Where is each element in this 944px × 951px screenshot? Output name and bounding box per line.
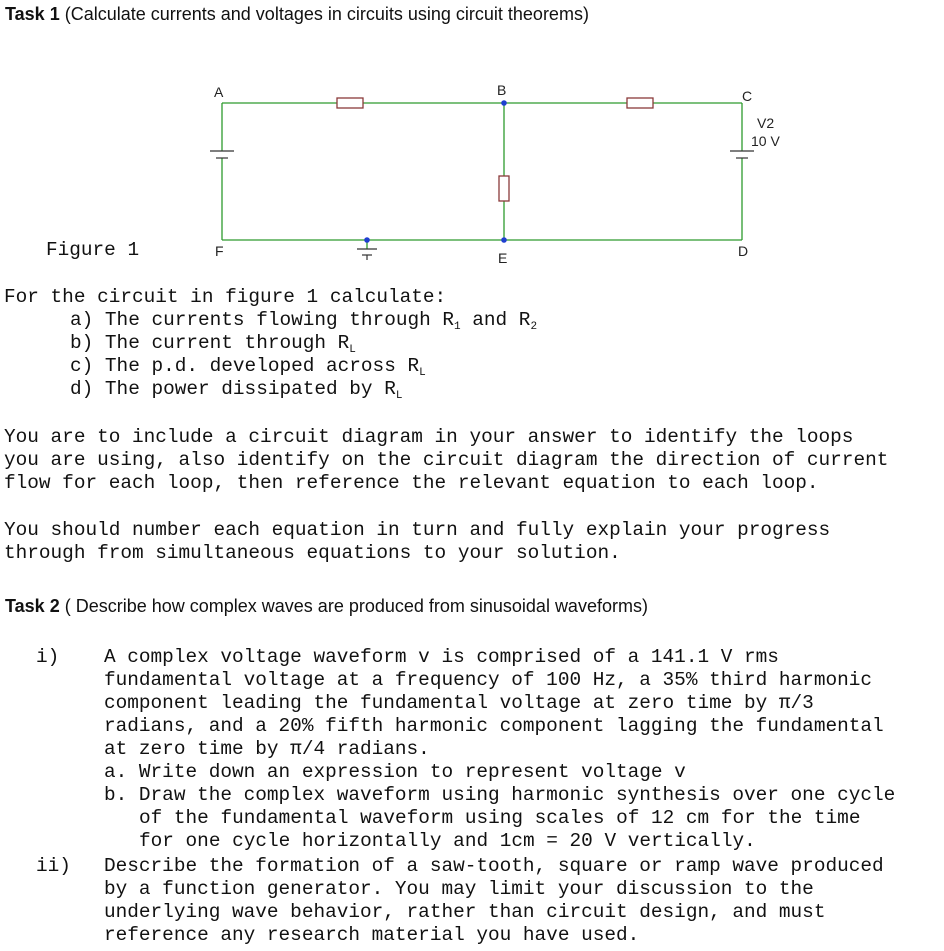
circuit-wires xyxy=(222,103,742,249)
node-label-b: B xyxy=(497,82,507,98)
instructions-paragraph-1 xyxy=(4,426,888,495)
task2-item-i-marker: i) xyxy=(36,646,60,668)
question-a-sub1: 1 xyxy=(454,321,461,333)
item-i-line-1: A complex voltage waveform v is comprised of a 141.1 V rms xyxy=(104,646,779,668)
question-c-sub: L xyxy=(419,367,426,379)
task2-title-bold: Task 2 xyxy=(5,596,60,616)
question-b-text: The current through R xyxy=(104,332,350,354)
question-c-text: The p.d. developed across R xyxy=(104,355,420,377)
item-ii-line-2: by a function generator. You may limit your discussion to the xyxy=(104,878,814,900)
junction-ground xyxy=(364,237,370,243)
question-a-marker: a) xyxy=(70,309,94,331)
resistor-rl xyxy=(499,176,509,201)
item-i-line-2: fundamental voltage at a frequency of 100 Hz, a 35% third harmonic xyxy=(104,669,872,691)
instructions-paragraph-2 xyxy=(4,519,830,565)
node-label-c: C xyxy=(742,88,753,104)
node-label-e: E xyxy=(498,250,508,266)
question-d xyxy=(70,378,402,404)
item-i-line-5: at zero time by π/4 radians. xyxy=(104,738,430,760)
question-a-mid: and R xyxy=(460,309,531,331)
paragraph-1-line-3: flow for each loop, then reference the relevant equation to each loop. xyxy=(4,472,819,494)
question-b-sub: L xyxy=(349,344,356,356)
question-a-text: The currents flowing through R xyxy=(104,309,455,331)
resistors xyxy=(337,98,653,201)
question-a-sub2: 2 xyxy=(530,321,538,333)
resistor-r2 xyxy=(627,98,653,108)
node-label-a: A xyxy=(214,84,224,100)
task2-item-ii-marker: ii) xyxy=(36,855,71,877)
junction-b xyxy=(501,100,507,106)
item-i-line-3: component leading the fundamental voltage at zero time by π/3 xyxy=(104,692,814,714)
question-d-sub: L xyxy=(395,390,403,402)
paragraph-2-line-1: You should number each equation in turn and fully explain your progress xyxy=(4,519,831,541)
questions-intro: For the circuit in figure 1 calculate: xyxy=(4,286,447,308)
question-c-marker: c) xyxy=(70,355,94,377)
battery-symbols xyxy=(210,151,754,260)
task2-title-rest: ( Describe how complex waves are produced from sinusoidal waveforms) xyxy=(64,596,648,616)
item-i-sub-b-line-2: of the fundamental waveform using scales of 12 cm for the time xyxy=(139,807,861,829)
item-i-sub-a: a. Write down an expression to represent voltage v xyxy=(104,761,686,783)
task2-heading xyxy=(5,596,648,617)
source-name: V2 xyxy=(757,115,775,131)
source-value: 10 V xyxy=(751,133,780,149)
task1-title-rest: (Calculate currents and voltages in circuits using circuit theorems) xyxy=(64,4,589,24)
circuit-diagram xyxy=(0,0,944,275)
item-i-sub-b-line-3: for one cycle horizontally and 1cm = 20 V vertically. xyxy=(139,830,756,852)
question-d-text: The power dissipated by R xyxy=(104,378,396,400)
figure-caption: Figure 1 xyxy=(46,239,140,261)
paragraph-1-line-1: You are to include a circuit diagram in your answer to identify the loops xyxy=(4,426,854,448)
item-ii-line-3: underlying wave behavior, rather than circuit design, and must xyxy=(104,901,826,923)
junction-dots xyxy=(364,100,507,243)
item-ii-line-1: Describe the formation of a saw-tooth, square or ramp wave produced xyxy=(104,855,884,877)
item-i-sub-b-line-1: b. Draw the complex waveform using harmonic synthesis over one cycle xyxy=(104,784,896,806)
task2-item-i-text xyxy=(104,646,895,853)
node-label-f: F xyxy=(215,243,224,259)
paragraph-1-line-2: you are using, also identify on the circuit diagram the direction of current xyxy=(4,449,889,471)
resistor-r1 xyxy=(337,98,363,108)
item-ii-line-4: reference any research material you have used. xyxy=(104,924,640,946)
item-i-line-4: radians, and a 20% fifth harmonic component lagging the fundamental xyxy=(104,715,884,737)
question-d-marker: d) xyxy=(70,378,94,400)
task1-title-bold: Task 1 xyxy=(5,4,60,24)
question-b-marker: b) xyxy=(70,332,94,354)
paragraph-2-line-2: through from simultaneous equations to your solution. xyxy=(4,542,621,564)
task2-item-ii-text xyxy=(104,855,884,947)
node-label-d: D xyxy=(738,243,749,259)
junction-e xyxy=(501,237,507,243)
